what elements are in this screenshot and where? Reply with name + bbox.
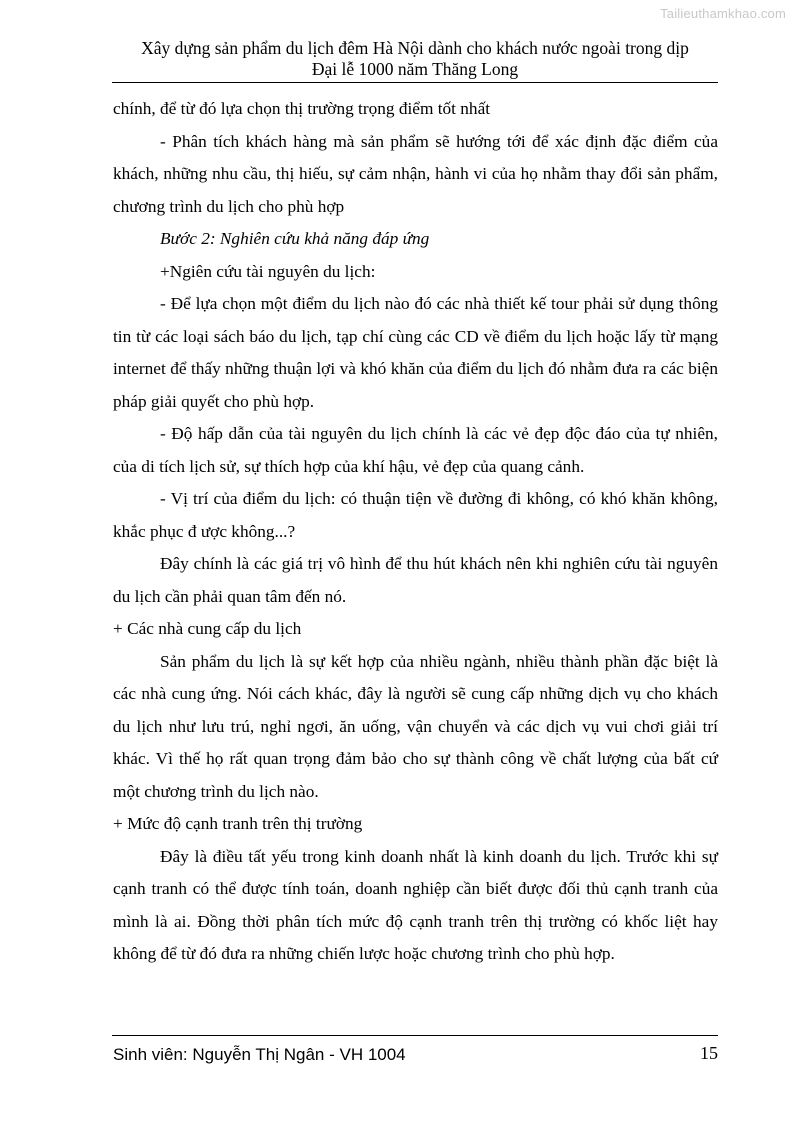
section-heading-step-2: Bước 2: Nghiên cứu khả năng đáp ứng — [160, 229, 430, 248]
watermark-text: Tailieuthamkhao.com — [660, 6, 786, 21]
paragraph-6: - Độ hấp dẫn của tài nguyên du lịch chính là các vẻ đẹp độc đáo của tự nhiên, của di tích lịch sử, sự thích hợp của khí hậu, vẻ đẹp của quang cảnh. — [113, 424, 718, 476]
paragraph-7: - Vị trí của điểm du lịch: có thuận tiện về đường đi không, có khó khăn không, khắc phục đ ược không...? — [113, 489, 718, 541]
paragraph-10: Sản phẩm du lịch là sự kết hợp của nhiều ngành, nhiều thành phần đặc biệt là các nhà cung ứng. Nói cách khác, đây là người sẽ cung cấp những dịch vụ cho khách du lịch như lưu trú, nghỉ ngơi, ăn uống, vận chuyển và các dịch vụ vui chơi giải trí khác. Vì thế họ rất quan trọng đảm bảo cho sự thành công về chất lượng của bất cứ một chương trình du lịch nào. — [113, 651, 718, 801]
footer-student-info: Sinh viên: Nguyễn Thị Ngân - VH 1004 — [113, 1045, 406, 1064]
subheading-market-competition: + Mức độ cạnh tranh trên thị trường — [113, 814, 363, 833]
paragraph-5: - Để lựa chọn một điểm du lịch nào đó các nhà thiết kế tour phải sử dụng thông tin từ các loại sách báo du lịch, tạp chí cùng các CD về điểm du lịch hoặc lấy từ mạng internet để thấy những thuận lợi và khó khăn của điểm du lịch đó nhằm đưa ra các biện pháp giải quyết cho phù hợp. — [113, 294, 718, 411]
paragraph-12: Đây là điều tất yếu trong kinh doanh nhất là kinh doanh du lịch. Trước khi sự cạnh tranh có thể được tính toán, doanh nghiệp cần biết được đối thủ cạnh tranh của mình là ai. Đồng thời phân tích mức độ cạnh tranh trên thị trường có khốc liệt hay không để từ đó đưa ra những chiến lược hoặc chương trình cho phù hợp. — [113, 846, 718, 963]
header-divider — [112, 82, 718, 83]
header-title-line-2: Đại lễ 1000 năm Thăng Long — [311, 59, 519, 79]
header-title-line-1: Xây dựng sản phẩm du lịch đêm Hà Nội dành cho khách nước ngoài trong dịp — [141, 38, 689, 58]
footer-divider — [112, 1035, 718, 1036]
paragraph-2: - Phân tích khách hàng mà sản phẩm sẽ hướng tới để xác định đặc điểm của khách, những nhu cầu, thị hiếu, sự cảm nhận, hành vi của họ nhằm thay đổi sản phẩm, chương trình du lịch cho phù hợp — [113, 131, 718, 216]
subheading-tourism-resources: +Ngiên cứu tài nguyên du lịch: — [160, 261, 376, 281]
page-number: 15 — [700, 1043, 718, 1063]
document-body — [113, 93, 718, 971]
paragraph-8: Đây chính là các giá trị vô hình để thu hút khách nên khi nghiên cứu tài nguyên du lịch cần phải quan tâm đến nó. — [113, 554, 718, 606]
paragraph-1: chính, để từ đó lựa chọn thị trường trọng điểm tốt nhất — [113, 99, 491, 118]
subheading-tourism-suppliers: + Các nhà cung cấp du lịch — [113, 619, 302, 638]
page-header — [112, 38, 718, 80]
